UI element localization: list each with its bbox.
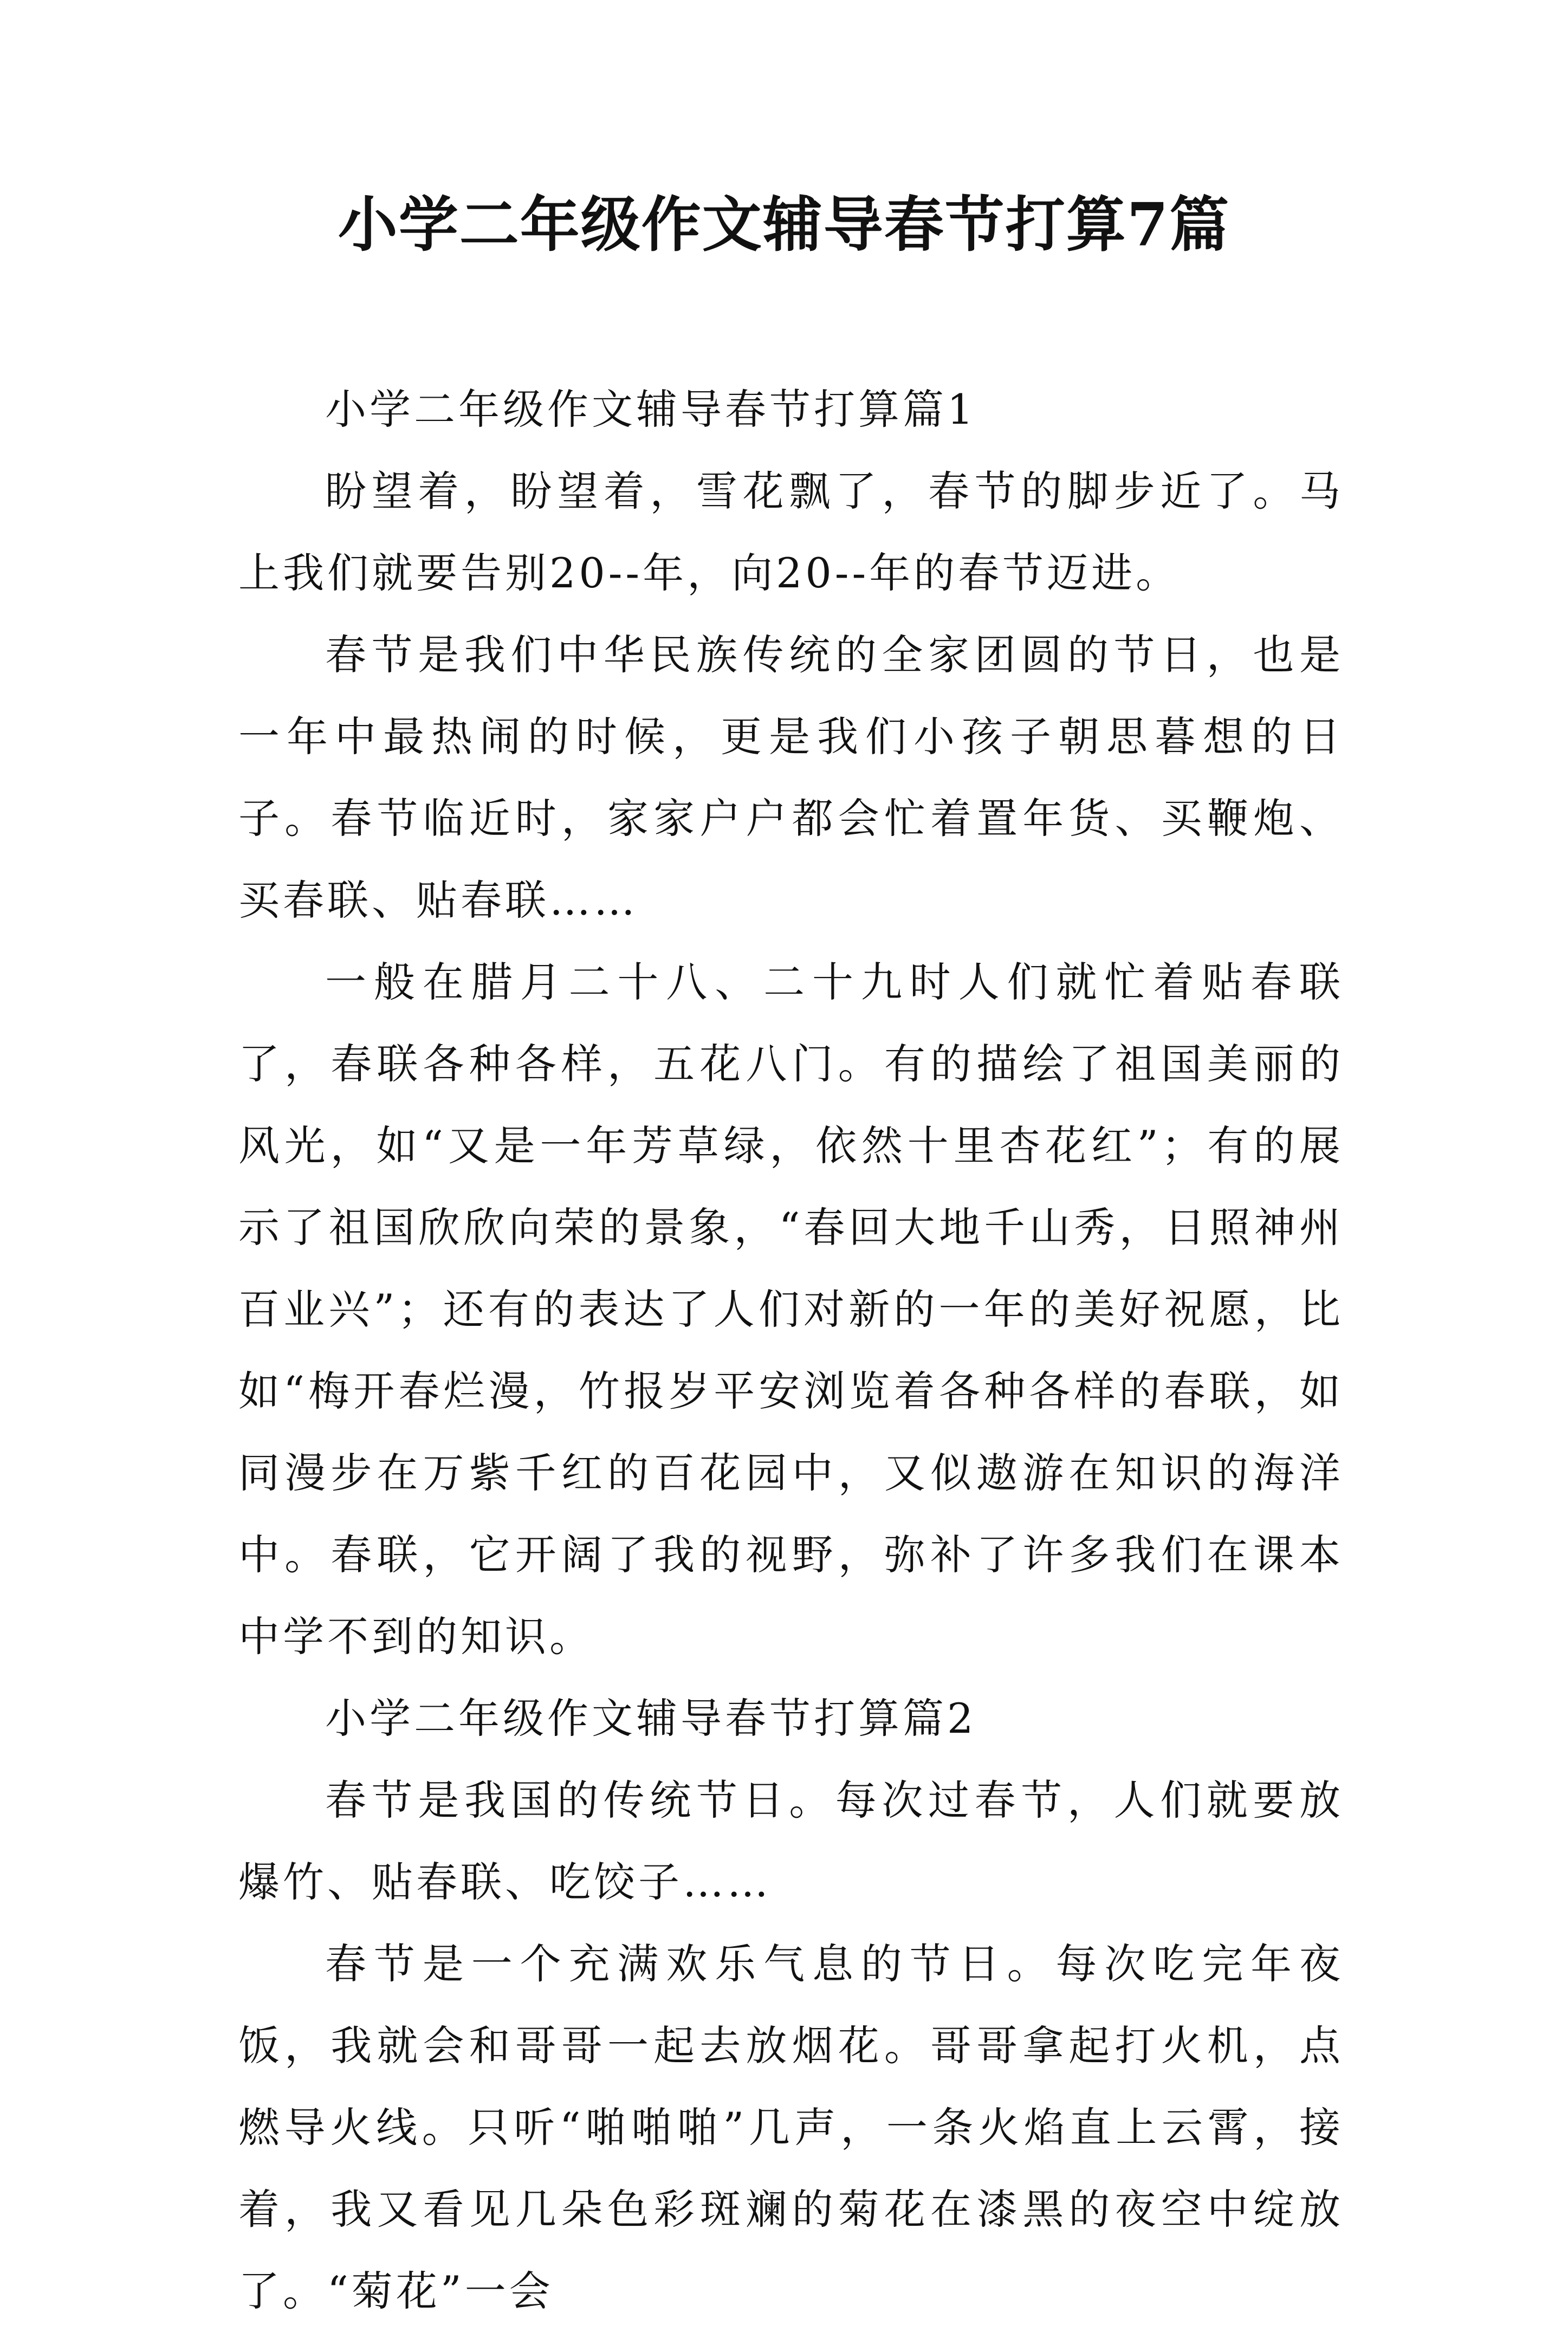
paragraph: 春节是我国的传统节日。每次过春节，人们就要放爆竹、贴春联、吃饺子……	[238, 1776, 1344, 1906]
paragraph: 春节是我们中华民族传统的全家团圆的节日，也是一年中最热闹的时候，更是我们小孩子朝思暮想的日子。春节临近时，家家户户都会忙着置年货、买鞭炮、买春联、贴春联……	[238, 631, 1344, 924]
paragraph: 春节是一个充满欢乐气息的节日。每次吃完年夜饭，我就会和哥哥一起去放烟花。哥哥拿起打火机，点燃导火线。只听“啪啪啪”几声，一条火焰直上云霄，接着，我又看见几朵色彩斑斓的菊花在漆黑的夜空中绽放了。“菊花”一会	[238, 1940, 1344, 2315]
document-body	[238, 368, 1344, 2332]
document-title: 小学二年级作文辅导春节打算7篇	[338, 190, 1230, 260]
section-heading-1: 小学二年级作文辅导春节打算篇1	[325, 385, 977, 433]
section-heading-2: 小学二年级作文辅导春节打算篇2	[325, 1694, 977, 1742]
paragraph: 一般在腊月二十八、二十九时人们就忙着贴春联了，春联各种各样，五花八门。有的描绘了祖国美丽的风光，如“又是一年芳草绿，依然十里杏花红”；有的展示了祖国欣欣向荣的景象，“春回大地千山秀，日照神州百业兴”；还有的表达了人们对新的一年的美好祝愿，比如“梅开春烂漫，竹报岁平安浏览着各种各样的春联，如同漫步在万紫千红的百花园中，又似遨游在知识的海洋中。春联，它开阔了我的视野，弥补了许多我们在课本中学不到的知识。	[238, 958, 1344, 1661]
paragraph: 盼望着，盼望着，雪花飘了，春节的脚步近了。马上我们就要告别20--年，向20--年的春节迈进。	[238, 467, 1344, 597]
